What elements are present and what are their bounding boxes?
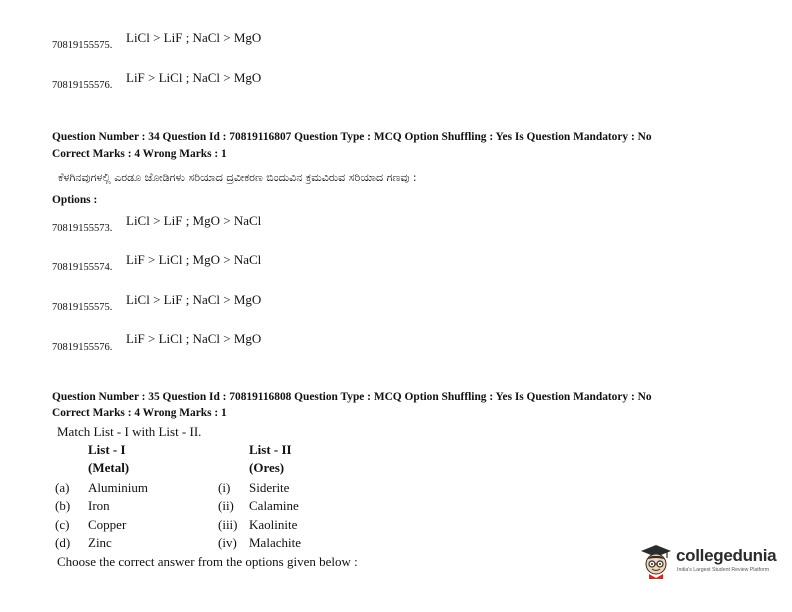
list1-subtitle: (Metal) [88,460,130,475]
option-id: 70819155574. [52,262,113,273]
option-text: LiF > LiCl ; NaCl > MgO [126,331,262,346]
option-id: 70819155575. [52,40,113,51]
list2-title: List - II [249,442,292,457]
list1-value: Zinc [88,535,112,550]
options-label: Options : [52,194,98,206]
question-text: ಕೆಳಗಿನವುಗಳಲ್ಲಿ ಎರಡೂ ಜೋಡಿಗಳು ಸರಿಯಾದ ದ್ರವೀಕರಣ ಬಿಂದುವಿನ ಕ್ರಮವಿರುವ ಸರಿಯಾದ ಗಣವು : [58,171,417,184]
option-id: 70819155576. [52,80,113,91]
instruction-text: Choose the correct answer from the options given below : [57,554,358,569]
list2-value: Malachite [249,535,301,550]
logo-wordmark: collegedunia [676,546,777,565]
list1-title: List - I [88,442,126,457]
question-marks: Correct Marks : 4 Wrong Marks : 1 [52,148,227,160]
list1-key: (d) [55,535,71,550]
question-header: Question Number : 34 Question Id : 70819116807 Question Type : MCQ Option Shuffling : Yes Is Question Mandatory : No [52,131,652,143]
student-mascot-icon [640,544,672,580]
list1-key: (c) [55,517,70,532]
logo-tagline: India's Largest Student Review Platform [677,567,770,573]
option-text: LiCl > LiF ; NaCl > MgO [126,292,262,307]
question-marks: Correct Marks : 4 Wrong Marks : 1 [52,407,227,419]
list2-key: (i) [218,480,231,495]
collegedunia-logo [640,544,780,580]
question-header: Question Number : 35 Question Id : 70819116808 Question Type : MCQ Option Shuffling : Yes Is Question Mandatory : No [52,391,652,403]
list1-key: (b) [55,498,71,513]
list2-key: (ii) [218,498,234,513]
option-text: LiF > LiCl ; NaCl > MgO [126,70,262,85]
list1-value: Iron [88,498,110,513]
list2-key: (iii) [218,517,238,532]
list2-key: (iv) [218,535,237,550]
list1-value: Aluminium [88,480,148,495]
option-text: LiF > LiCl ; MgO > NaCl [126,252,262,267]
list2-value: Siderite [249,480,290,495]
list2-value: Calamine [249,498,299,513]
list1-key: (a) [55,480,70,495]
option-id: 70819155576. [52,342,113,353]
question-text: Match List - I with List - II. [57,424,202,439]
list1-value: Copper [88,517,127,532]
list2-value: Kaolinite [249,517,298,532]
list2-subtitle: (Ores) [249,460,285,475]
option-id: 70819155573. [52,223,113,234]
option-text: LiCl > LiF ; NaCl > MgO [126,30,262,45]
option-text: LiCl > LiF ; MgO > NaCl [126,213,262,228]
option-id: 70819155575. [52,302,113,313]
